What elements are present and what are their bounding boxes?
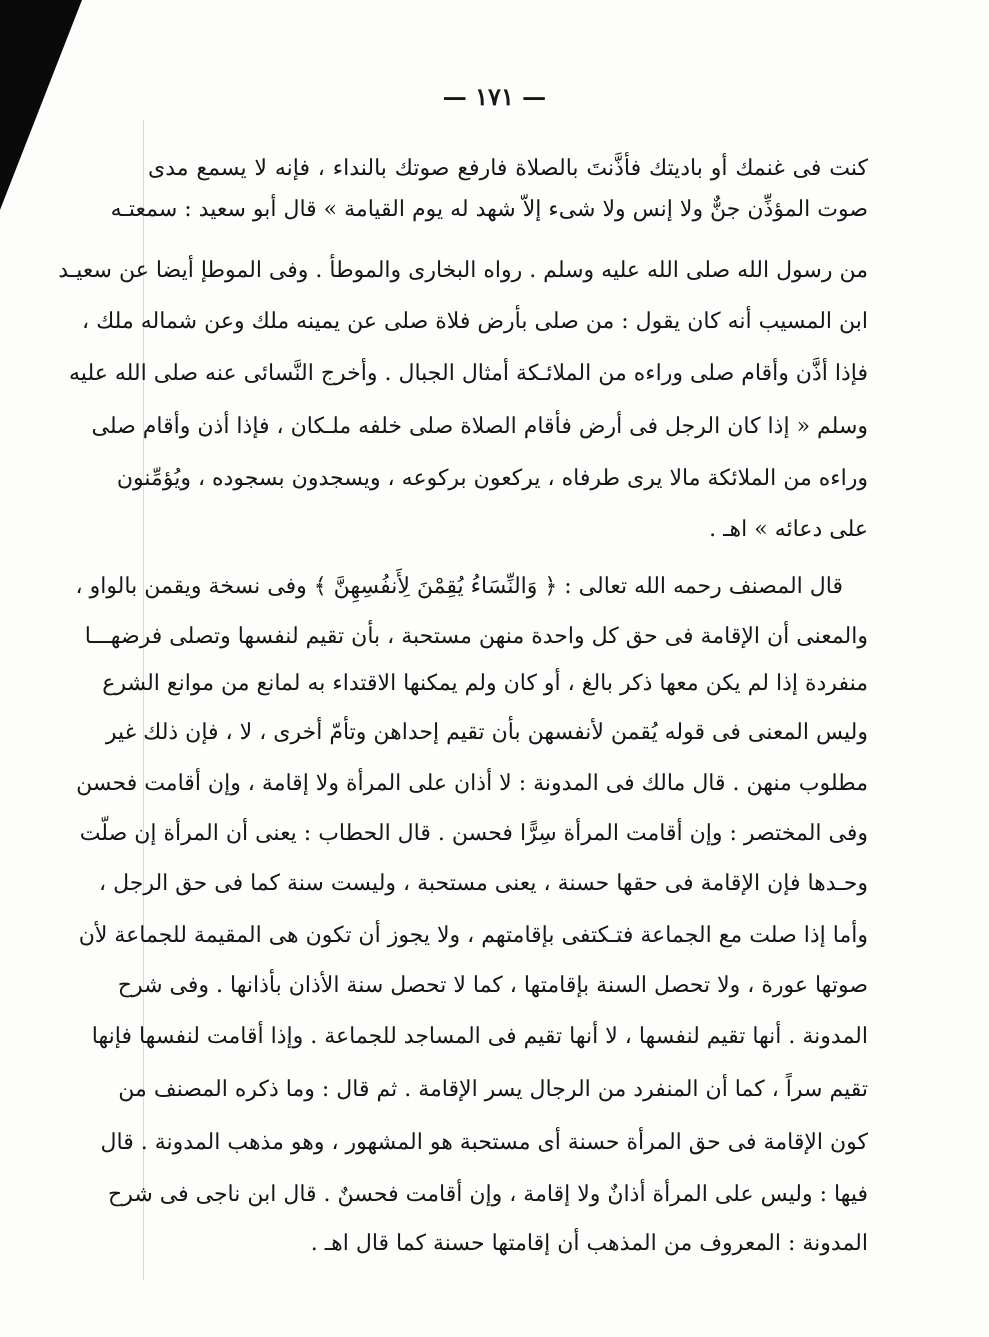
text-line: من رسول الله صلى الله عليه وسلم . رواه البخارى والموطأ . وفى الموطإ أيضا عن سعيـد [58,258,868,283]
text-line: فيها : وليس على المرأة أذانٌ ولا إقامة ، وإن أقامت فحسنٌ . قال ابن ناجى فى شرح [108,1182,868,1207]
text-line: كنت فى غنمك أو باديتك فأذَّنتَ بالصلاة فارفع صوتك بالنداء ، فإنه لا يسمع مدى [148,156,868,181]
text-line: مطلوب منهن . قال مالك فى المدونة : لا أذان على المرأة ولا إقامة ، وإن أقامت فحسن [76,771,868,796]
text-line: المدونة . أنها تقيم لنفسها ، لا أنها تقيم فى المساجد للجماعة . وإذا أقامت لنفسها فإنها [91,1024,868,1049]
text-line: صوت المؤذِّن جنٌّ ولا إنس ولا شىء إلاّ شهد له يوم القيامة » قال أبو سعيد : سمعتـه [110,197,868,222]
page-number: — ١٧١ — [442,82,547,111]
text-line: منفردة إذا لم يكن معها ذكر بالغ ، أو كان ولم يمكنها الاقتداء به لمانع من موانع الشرع [102,671,868,696]
text-line: صوتها عورة ، ولا تحصل السنة بإقامتها ، كما لا تحصل سنة الأذان بأذانها . وفى شرح [117,973,868,998]
text-line: فإذا أذَّن وأقام صلى وراءه من الملائـكة أمثال الجبال . وأخرج النَّسائى عنه صلى الله عليه [69,361,868,386]
text-line: قال المصنف رحمه الله تعالى : ﴿ وَالنِّسَاءُ يُقِمْنَ لِأَنفُسِهِنَّ ﴾ وفى نسخة ويقمن بالواو ، [75,574,843,599]
text-line: على دعائه » اهـ . [709,517,868,542]
text-line: وليس المعنى فى قوله يُقمن لأنفسهن بأن تقيم إحداهن وتأمّ أخرى ، لا ، فإن ذلك غير [105,720,868,745]
text-line: تقيم سراً ، كما أن المنفرد من الرجال يسر الإقامة . ثم قال : وما ذكره المصنف من [118,1077,868,1102]
text-line: كون الإقامة فى حق المرأة حسنة أى مستحبة هو المشهور ، وهو مذهب المدونة . قال [100,1130,868,1155]
text-line: وسلم « إذا كان الرجل فى أرض فأقام الصلاة صلى خلفه ملـكان ، فإذا أذن وأقام صلى [91,414,868,439]
text-line: المدونة : المعروف من المذهب أن إقامتها حسنة كما قال اهـ . [310,1231,868,1256]
text-line: وأما إذا صلت مع الجماعة فتـكتفى بإقامتهم ، ولا يجوز أن تكون هى المقيمة للجماعة لأن [78,923,868,948]
text-line: والمعنى أن الإقامة فى حق كل واحدة منهن مستحبة ، بأن تقيم لنفسها وتصلى فرضهـــا [84,624,868,649]
text-line: وراءه من الملائكة مالا يرى طرفاه ، يركعون بركوعه ، ويسجدون بسجوده ، ويُؤمِّنون [116,466,868,491]
text-line: وفى المختصر : وإن أقامت المرأة سِرًّا فحسن . قال الحطاب : يعنى أن المرأة إن صلّت [79,821,868,846]
text-line: ابن المسيب أنه كان يقول : من صلى بأرض فلاة صلى عن يمينه ملك وعن شماله ملك ، [82,309,868,334]
text-line: وحـدها فإن الإقامة فى حقها حسنة ، يعنى مستحبة ، وليست سنة كما فى حق الرجل ، [98,871,868,896]
